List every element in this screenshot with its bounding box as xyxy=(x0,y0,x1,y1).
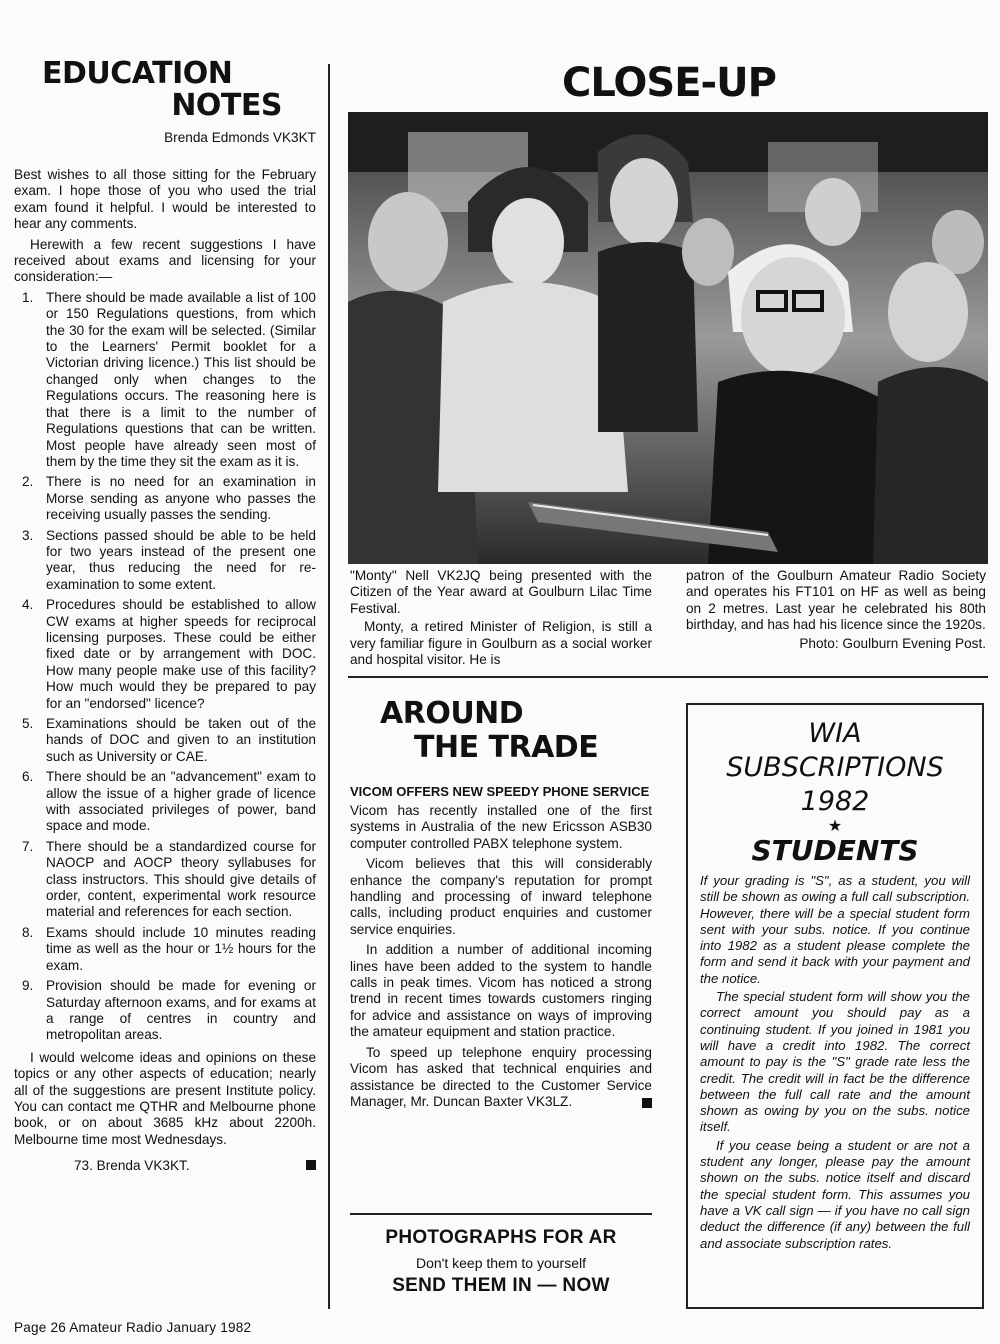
photographs-call-to-action: SEND THEM IN — NOW xyxy=(392,1275,610,1296)
list-item-number: 9. xyxy=(22,978,34,994)
education-signoff xyxy=(14,1158,316,1173)
trade-subheading: VICOM OFFERS NEW SPEEDY PHONE SERVICE xyxy=(350,784,650,799)
caption-paragraph: "Monty" Nell VK2JQ being presented with the Citizen of the Year award at Goulburn Lilac Time Festival. xyxy=(350,568,652,616)
star-icon: ★ xyxy=(827,818,843,835)
page-footer: Page 26 Amateur Radio January 1982 xyxy=(14,1320,252,1335)
wia-paragraph: If your grading is "S", as a student, you will still be shown as owing a full call subscription. However, there will be a special student form sent with your subs. notice. If you continue into 1982 as a student please complete the form and send it back with your payment and the notice. xyxy=(700,873,970,986)
wia-body xyxy=(688,867,982,1252)
trade-paragraph xyxy=(350,1045,652,1111)
list-item-text: Exams should include 10 minutes reading time as well as the hour or 1½ hours for the exam. xyxy=(46,924,316,973)
around-the-trade-article xyxy=(350,698,652,1110)
list-item xyxy=(14,597,316,712)
list-item xyxy=(14,769,316,835)
list-item-number: 2. xyxy=(22,474,34,490)
education-closing-paragraph: I would welcome ideas and opinions on these topics or any other aspects of education; nearly all of the suggestions are present Institute policy. You can contact me QTHR and Melbourne phone book, or on about 3685 kHz about 2200h. Melbourne time most Wednesdays. xyxy=(14,1049,316,1147)
list-item xyxy=(14,528,316,594)
wia-title-students: STUDENTS xyxy=(751,834,919,867)
list-item xyxy=(14,925,316,974)
education-intro-paragraph: Best wishes to all those sitting for the February exam. I hope those of you who used the trial exam found it helpful. I would be interested to hear any comments. xyxy=(14,167,316,232)
list-item-number: 6. xyxy=(22,769,34,785)
list-item xyxy=(14,474,316,523)
education-byline: Brenda Edmonds VK3KT xyxy=(164,130,316,145)
list-item xyxy=(14,716,316,765)
list-item-text: There is no need for an examination in Morse sending as anyone who passes the receiving usually passes the sending. xyxy=(46,474,316,523)
list-item xyxy=(14,978,316,1044)
list-item-number: 4. xyxy=(22,597,34,613)
list-item xyxy=(14,839,316,921)
photo-caption-left xyxy=(350,568,652,668)
wia-paragraph: If you cease being a student or are not a student any longer, please pay the amount shown on the subs. notice itself and discard the special student form. This assumes you have a VK call sign — if you have no call sign deduct the difference (if any) between the full and associate subscription rates. xyxy=(700,1137,970,1251)
list-item-number: 8. xyxy=(22,924,34,940)
wia-title-line2: SUBSCRIPTIONS xyxy=(726,752,944,783)
list-item-text: There should be an "advancement" exam to allow the issue of a higher grade of licence with associated privileges of power, band space and mode. xyxy=(46,769,316,834)
list-item-text: There should be made available a list of 100 or 150 Regulations questions, from which the 30 for the exam will be selected. (Similar to the Learners' Permit booklet for a Victorian driving licence.) This list should be changed only when changes to the Regulations occurs. The reasoning here is that there is a limit to the number of Regulations questions that can be written. Most people have already seen most of them by the time they sit the exam as it is. xyxy=(46,289,316,469)
list-item-number: 5. xyxy=(22,716,34,731)
wia-title-line1: WIA xyxy=(808,718,862,749)
wia-subscriptions-box xyxy=(686,703,984,1309)
photographs-heading: PHOTOGRAPHS FOR AR xyxy=(385,1227,617,1248)
trade-title-line2: THE TRADE xyxy=(414,730,599,765)
list-item xyxy=(14,290,316,470)
education-notes-column xyxy=(14,58,316,1173)
list-item-text: There should be a standardized course for NAOCP and AOCP theory syllabuses for class instructors. This should give details of order, content, experimental work resource material and references for each section. xyxy=(46,838,316,920)
section-divider xyxy=(348,676,988,678)
list-item-text: Procedures should be established to allow CW exams at higher speeds for reciprocal licensing purposes. These could be either fixed date or by arrangement with DOC. How many people make use of this facility? How much would they be prepared to pay for an "endorsed" licence? xyxy=(46,597,316,711)
trade-paragraph: Vicom has recently installed one of the first systems in Australia of the new Ericsson ASB30 computer controlled PABX telephone system. xyxy=(350,803,652,851)
suggestions-list xyxy=(14,290,316,1044)
list-item-number: 7. xyxy=(22,838,34,854)
award-presentation-photo xyxy=(348,112,988,564)
trade-paragraph: Vicom believes that this will considerably enhance the company's reputation for prompt handling and processing of inward telephone calls, including product enquiries and customer service enquiries. xyxy=(350,856,652,937)
photo-caption-right xyxy=(686,568,986,652)
signoff-text: 73. Brenda VK3KT. xyxy=(74,1158,190,1174)
list-item-number: 3. xyxy=(22,527,34,543)
education-intro-paragraph-2: Herewith a few recent suggestions I have received about exams and licensing for your consideration:— xyxy=(14,236,316,285)
education-title-line1: EDUCATION xyxy=(42,56,233,91)
end-of-article-mark xyxy=(642,1098,652,1108)
column-divider xyxy=(328,64,330,1309)
photographs-notice xyxy=(350,1213,652,1315)
wia-paragraph: The special student form will show you the correct amount you should pay as a continuing student. If you joined in 1981 you will have a credit into 1982. The correct amount to pay is the "S" grade rate less the credit. The credit will in fact be the difference between the full call rate and the amount shown as owing by you on the subs. notice itself. xyxy=(700,989,970,1135)
trade-body xyxy=(350,803,652,1110)
trade-paragraph: In addition a number of additional incoming lines have been added to the system to handle calls in peak times. Vicom has noticed a strong trend in recent times towards customers ringing for advice and assistance on ways of improving the amateur equipment and station practice. xyxy=(350,942,652,1040)
wia-title-line3: 1982 xyxy=(800,786,870,817)
end-of-article-mark xyxy=(306,1160,316,1170)
list-item-number: 1. xyxy=(22,289,34,305)
trade-paragraph-text: To speed up telephone enquiry processing Vicom has asked that technical enquiries and assistance be directed to the Customer Service Manager, Mr. Duncan Baxter VK3LZ. xyxy=(350,1044,652,1109)
closeup-title: CLOSE-UP xyxy=(562,60,776,106)
education-title-line2: NOTES xyxy=(171,88,282,123)
photo-credit: Photo: Goulburn Evening Post. xyxy=(799,635,986,651)
caption-paragraph: Monty, a retired Minister of Religion, is still a very familiar figure in Goulburn as a social worker and hospital visitor. He is xyxy=(350,619,652,668)
list-item-text: Examinations should be taken out of the hands of DOC and given to an institution such as University or CAE. xyxy=(46,716,316,764)
list-item-text: Provision should be made for evening or Saturday afternoon exams, and for exams at a range of centres in country and metropolitan areas. xyxy=(46,978,316,1043)
caption-paragraph: patron of the Goulburn Amateur Radio Society and operates his FT101 on HF as well as being on 2 metres. Last year he celebrated his 80th birthday, and has had his licence since the 1920s. xyxy=(686,568,986,633)
trade-title-line1: AROUND xyxy=(380,696,524,731)
photographs-subtext: Don't keep them to yourself xyxy=(416,1255,586,1271)
list-item-text: Sections passed should be able to be held for two years instead of the present one year, thus reducing the need for re-examination to some extent. xyxy=(46,527,316,592)
